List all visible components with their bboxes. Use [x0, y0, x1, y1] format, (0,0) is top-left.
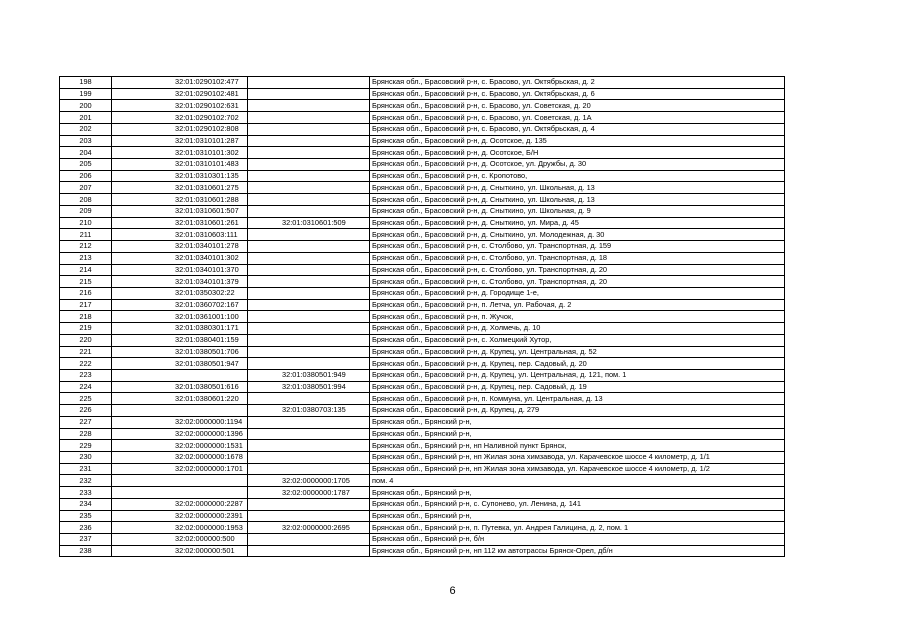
secondary-cadastral-number-cell — [248, 323, 370, 335]
row-number-cell: 231 — [60, 463, 112, 475]
secondary-cadastral-number-cell — [248, 311, 370, 323]
cadastral-number-cell: 32:02:0000000:1701 — [112, 463, 248, 475]
table-row — [60, 159, 785, 171]
table-row — [60, 182, 785, 194]
secondary-cadastral-number-cell — [248, 147, 370, 159]
address-cell: Брянская обл., Брасовский р-н, с. Брасово, ул. Октябрьская, д. 4 — [370, 123, 785, 135]
table-row — [60, 147, 785, 159]
secondary-cadastral-number-cell — [248, 393, 370, 405]
row-number-cell: 233 — [60, 487, 112, 499]
cadastral-number-cell: 32:01:0380401:159 — [112, 334, 248, 346]
address-cell: Брянская обл., Брянский р-н, б/н — [370, 534, 785, 546]
row-number-cell: 217 — [60, 299, 112, 311]
cadastral-number-cell: 32:01:0380501:947 — [112, 358, 248, 370]
secondary-cadastral-number-cell — [248, 241, 370, 253]
cadastral-number-cell: 32:01:0340101:302 — [112, 252, 248, 264]
address-cell: Брянская обл., Брасовский р-н, д. Осотское, Б/Н — [370, 147, 785, 159]
secondary-cadastral-number-cell — [248, 135, 370, 147]
table-row — [60, 428, 785, 440]
secondary-cadastral-number-cell — [248, 170, 370, 182]
table-row — [60, 135, 785, 147]
table-row — [60, 416, 785, 428]
secondary-cadastral-number-cell: 32:01:0380703:135 — [248, 405, 370, 417]
cadastral-number-cell — [112, 475, 248, 487]
address-cell: Брянская обл., Брасовский р-н, с. Холмецкий Хутор, — [370, 334, 785, 346]
secondary-cadastral-number-cell — [248, 252, 370, 264]
row-number-cell: 236 — [60, 522, 112, 534]
address-cell: пом. 4 — [370, 475, 785, 487]
secondary-cadastral-number-cell: 32:02:0000000:2695 — [248, 522, 370, 534]
secondary-cadastral-number-cell — [248, 112, 370, 124]
row-number-cell: 227 — [60, 416, 112, 428]
cadastral-number-cell: 32:01:0310101:302 — [112, 147, 248, 159]
table-row — [60, 475, 785, 487]
table-row — [60, 381, 785, 393]
address-cell: Брянская обл., Брасовский р-н, с. Столбово, ул. Транспортная, д. 159 — [370, 241, 785, 253]
row-number-cell: 230 — [60, 452, 112, 464]
row-number-cell: 199 — [60, 88, 112, 100]
row-number-cell: 211 — [60, 229, 112, 241]
secondary-cadastral-number-cell — [248, 463, 370, 475]
address-cell: Брянская обл., Брасовский р-н, д. Крупец, д. 279 — [370, 405, 785, 417]
row-number-cell: 213 — [60, 252, 112, 264]
table-row — [60, 276, 785, 288]
secondary-cadastral-number-cell — [248, 428, 370, 440]
property-registry-table — [59, 76, 785, 557]
table-row — [60, 88, 785, 100]
cadastral-number-cell — [112, 487, 248, 499]
address-cell: Брянская обл., Брянский р-н, нп 112 км автотрассы Брянск-Орел, дб/н — [370, 545, 785, 557]
cadastral-number-cell: 32:02:0000000:1678 — [112, 452, 248, 464]
cadastral-number-cell: 32:02:0000000:1396 — [112, 428, 248, 440]
table-row — [60, 405, 785, 417]
address-cell: Брянская обл., Брасовский р-н, с. Столбово, ул. Транспортная, д. 18 — [370, 252, 785, 264]
table-row — [60, 77, 785, 89]
row-number-cell: 215 — [60, 276, 112, 288]
row-number-cell: 205 — [60, 159, 112, 171]
table-row — [60, 252, 785, 264]
table-row — [60, 264, 785, 276]
secondary-cadastral-number-cell — [248, 498, 370, 510]
address-cell: Брянская обл., Брасовский р-н, с. Брасово, ул. Октябрьская, д. 2 — [370, 77, 785, 89]
address-cell: Брянская обл., Брасовский р-н, с. Брасово, ул. Советская, д. 1А — [370, 112, 785, 124]
row-number-cell: 221 — [60, 346, 112, 358]
row-number-cell: 203 — [60, 135, 112, 147]
row-number-cell: 202 — [60, 123, 112, 135]
secondary-cadastral-number-cell — [248, 159, 370, 171]
table-row — [60, 229, 785, 241]
secondary-cadastral-number-cell: 32:01:0380501:949 — [248, 369, 370, 381]
secondary-cadastral-number-cell — [248, 334, 370, 346]
secondary-cadastral-number-cell: 32:01:0380501:994 — [248, 381, 370, 393]
cadastral-number-cell: 32:01:0290102:808 — [112, 123, 248, 135]
row-number-cell: 238 — [60, 545, 112, 557]
table-row — [60, 463, 785, 475]
cadastral-number-cell: 32:01:0340101:278 — [112, 241, 248, 253]
cadastral-number-cell: 32:01:0340101:379 — [112, 276, 248, 288]
secondary-cadastral-number-cell — [248, 182, 370, 194]
row-number-cell: 207 — [60, 182, 112, 194]
address-cell: Брянская обл., Брянский р-н, — [370, 428, 785, 440]
table-row — [60, 498, 785, 510]
secondary-cadastral-number-cell — [248, 358, 370, 370]
secondary-cadastral-number-cell — [248, 510, 370, 522]
cadastral-number-cell: 32:01:0290102:702 — [112, 112, 248, 124]
table-row — [60, 299, 785, 311]
address-cell: Брянская обл., Брасовский р-н, с. Кропотово, — [370, 170, 785, 182]
secondary-cadastral-number-cell — [248, 77, 370, 89]
address-cell: Брянская обл., Брянский р-н, — [370, 416, 785, 428]
address-cell: Брянская обл., Брасовский р-н, д. Крупец, ул. Центральная, д. 52 — [370, 346, 785, 358]
secondary-cadastral-number-cell — [248, 534, 370, 546]
address-cell: Брянская обл., Брасовский р-н, д. Сныткино, ул. Школьная, д. 13 — [370, 194, 785, 206]
cadastral-number-cell: 32:02:0000000:1531 — [112, 440, 248, 452]
address-cell: Брянская обл., Брянский р-н, с. Супонево, ул. Ленина, д. 141 — [370, 498, 785, 510]
row-number-cell: 232 — [60, 475, 112, 487]
secondary-cadastral-number-cell — [248, 100, 370, 112]
property-registry-body — [60, 77, 785, 557]
row-number-cell: 210 — [60, 217, 112, 229]
row-number-cell: 222 — [60, 358, 112, 370]
row-number-cell: 206 — [60, 170, 112, 182]
row-number-cell: 204 — [60, 147, 112, 159]
address-cell: Брянская обл., Брасовский р-н, д. Осотское, ул. Дружбы, д. 30 — [370, 159, 785, 171]
secondary-cadastral-number-cell — [248, 229, 370, 241]
cadastral-number-cell — [112, 369, 248, 381]
address-cell: Брянская обл., Брасовский р-н, д. Крупец, пер. Садовый, д. 20 — [370, 358, 785, 370]
row-number-cell: 219 — [60, 323, 112, 335]
cadastral-number-cell: 32:01:0310601:507 — [112, 205, 248, 217]
address-cell: Брянская обл., Брасовский р-н, д. Крупец, ул. Центральная, д. 121, пом. 1 — [370, 369, 785, 381]
cadastral-number-cell: 32:01:0310601:275 — [112, 182, 248, 194]
cadastral-number-cell: 32:02:0000000:1194 — [112, 416, 248, 428]
address-cell: Брянская обл., Брасовский р-н, с. Столбово, ул. Транспортная, д. 20 — [370, 264, 785, 276]
cadastral-number-cell: 32:01:0350302:22 — [112, 287, 248, 299]
secondary-cadastral-number-cell — [248, 123, 370, 135]
secondary-cadastral-number-cell — [248, 346, 370, 358]
row-number-cell: 214 — [60, 264, 112, 276]
cadastral-number-cell: 32:02:000000:500 — [112, 534, 248, 546]
row-number-cell: 216 — [60, 287, 112, 299]
cadastral-number-cell: 32:01:0290102:477 — [112, 77, 248, 89]
cadastral-number-cell: 32:01:0310601:288 — [112, 194, 248, 206]
address-cell: Брянская обл., Брасовский р-н, с. Брасово, ул. Октябрьская, д. 6 — [370, 88, 785, 100]
row-number-cell: 201 — [60, 112, 112, 124]
table-row — [60, 346, 785, 358]
table-row — [60, 217, 785, 229]
address-cell: Брянская обл., Брасовский р-н, д. Осотское, д. 135 — [370, 135, 785, 147]
row-number-cell: 208 — [60, 194, 112, 206]
row-number-cell: 223 — [60, 369, 112, 381]
address-cell: Брянская обл., Брасовский р-н, д. Сныткино, ул. Молодежная, д. 30 — [370, 229, 785, 241]
cadastral-number-cell: 32:01:0310301:135 — [112, 170, 248, 182]
row-number-cell: 209 — [60, 205, 112, 217]
address-cell: Брянская обл., Брасовский р-н, д. Сныткино, ул. Мира, д. 45 — [370, 217, 785, 229]
row-number-cell: 212 — [60, 241, 112, 253]
row-number-cell: 200 — [60, 100, 112, 112]
cadastral-number-cell: 32:02:0000000:2391 — [112, 510, 248, 522]
cadastral-number-cell: 32:01:0380301:171 — [112, 323, 248, 335]
secondary-cadastral-number-cell — [248, 194, 370, 206]
table-row — [60, 241, 785, 253]
secondary-cadastral-number-cell: 32:02:0000000:1705 — [248, 475, 370, 487]
cadastral-number-cell: 32:01:0310101:287 — [112, 135, 248, 147]
address-cell: Брянская обл., Брянский р-н, нп Наливной пункт Брянск, — [370, 440, 785, 452]
secondary-cadastral-number-cell — [248, 299, 370, 311]
address-cell: Брянская обл., Брянский р-н, нп Жилая зона химзавода, ул. Карачевское шоссе 4 километр, д. 1/1 — [370, 452, 785, 464]
table-row — [60, 440, 785, 452]
cadastral-number-cell: 32:01:0380601:220 — [112, 393, 248, 405]
row-number-cell: 235 — [60, 510, 112, 522]
row-number-cell: 220 — [60, 334, 112, 346]
address-cell: Брянская обл., Брасовский р-н, д. Холмечь, д. 10 — [370, 323, 785, 335]
cadastral-number-cell: 32:01:0380501:706 — [112, 346, 248, 358]
cadastral-number-cell: 32:01:0310101:483 — [112, 159, 248, 171]
table-row — [60, 123, 785, 135]
table-row — [60, 393, 785, 405]
table-row — [60, 100, 785, 112]
row-number-cell: 218 — [60, 311, 112, 323]
table-row — [60, 452, 785, 464]
secondary-cadastral-number-cell — [248, 88, 370, 100]
cadastral-number-cell: 32:01:0310601:261 — [112, 217, 248, 229]
cadastral-number-cell: 32:01:0290102:631 — [112, 100, 248, 112]
address-cell: Брянская обл., Брасовский р-н, п. Летча, ул. Рабочая, д. 2 — [370, 299, 785, 311]
cadastral-number-cell: 32:01:0290102:481 — [112, 88, 248, 100]
address-cell: Брянская обл., Брянский р-н, — [370, 487, 785, 499]
secondary-cadastral-number-cell — [248, 545, 370, 557]
cadastral-number-cell: 32:01:0340101:370 — [112, 264, 248, 276]
secondary-cadastral-number-cell — [248, 287, 370, 299]
cadastral-number-cell: 32:01:0360702:167 — [112, 299, 248, 311]
table-row — [60, 205, 785, 217]
table-row — [60, 522, 785, 534]
address-cell: Брянская обл., Брасовский р-н, д. Сныткино, ул. Школьная, д. 9 — [370, 205, 785, 217]
address-cell: Брянская обл., Брасовский р-н, с. Столбово, ул. Транспортная, д. 20 — [370, 276, 785, 288]
secondary-cadastral-number-cell: 32:01:0310601:509 — [248, 217, 370, 229]
row-number-cell: 224 — [60, 381, 112, 393]
table-row — [60, 311, 785, 323]
table-row — [60, 487, 785, 499]
cadastral-number-cell: 32:01:0310603:111 — [112, 229, 248, 241]
secondary-cadastral-number-cell — [248, 276, 370, 288]
table-row — [60, 358, 785, 370]
address-cell: Брянская обл., Брасовский р-н, д. Крупец, пер. Садовый, д. 19 — [370, 381, 785, 393]
table-row — [60, 534, 785, 546]
table-row — [60, 287, 785, 299]
address-cell: Брянская обл., Брасовский р-н, д. Городище 1-е, — [370, 287, 785, 299]
row-number-cell: 229 — [60, 440, 112, 452]
cadastral-number-cell: 32:01:0380501:616 — [112, 381, 248, 393]
table-row — [60, 545, 785, 557]
row-number-cell: 234 — [60, 498, 112, 510]
address-cell: Брянская обл., Брасовский р-н, с. Брасово, ул. Советская, д. 20 — [370, 100, 785, 112]
cadastral-number-cell: 32:02:000000:501 — [112, 545, 248, 557]
cadastral-number-cell: 32:02:0000000:1953 — [112, 522, 248, 534]
secondary-cadastral-number-cell — [248, 264, 370, 276]
table-row — [60, 323, 785, 335]
address-cell: Брянская обл., Брянский р-н, п. Путевка, ул. Андрея Галицина, д. 2, пом. 1 — [370, 522, 785, 534]
cadastral-number-cell — [112, 405, 248, 417]
address-cell: Брянская обл., Брасовский р-н, п. Коммуна, ул. Центральная, д. 13 — [370, 393, 785, 405]
table-row — [60, 170, 785, 182]
table-row — [60, 194, 785, 206]
table-row — [60, 112, 785, 124]
table-row — [60, 369, 785, 381]
address-cell: Брянская обл., Брянский р-н, — [370, 510, 785, 522]
address-cell: Брянская обл., Брасовский р-н, п. Жучок, — [370, 311, 785, 323]
row-number-cell: 228 — [60, 428, 112, 440]
cadastral-number-cell: 32:01:0361001:100 — [112, 311, 248, 323]
row-number-cell: 198 — [60, 77, 112, 89]
secondary-cadastral-number-cell — [248, 416, 370, 428]
secondary-cadastral-number-cell — [248, 452, 370, 464]
table-row — [60, 510, 785, 522]
table-row — [60, 334, 785, 346]
secondary-cadastral-number-cell — [248, 440, 370, 452]
page-number: 6 — [449, 585, 456, 597]
cadastral-number-cell: 32:02:0000000:2287 — [112, 498, 248, 510]
row-number-cell: 225 — [60, 393, 112, 405]
secondary-cadastral-number-cell — [248, 205, 370, 217]
address-cell: Брянская обл., Брянский р-н, нп Жилая зона химзавода, ул. Карачевское шоссе 4 километр, д. 1/2 — [370, 463, 785, 475]
row-number-cell: 237 — [60, 534, 112, 546]
address-cell: Брянская обл., Брасовский р-н, д. Сныткино, ул. Школьная, д. 13 — [370, 182, 785, 194]
secondary-cadastral-number-cell: 32:02:0000000:1787 — [248, 487, 370, 499]
row-number-cell: 226 — [60, 405, 112, 417]
